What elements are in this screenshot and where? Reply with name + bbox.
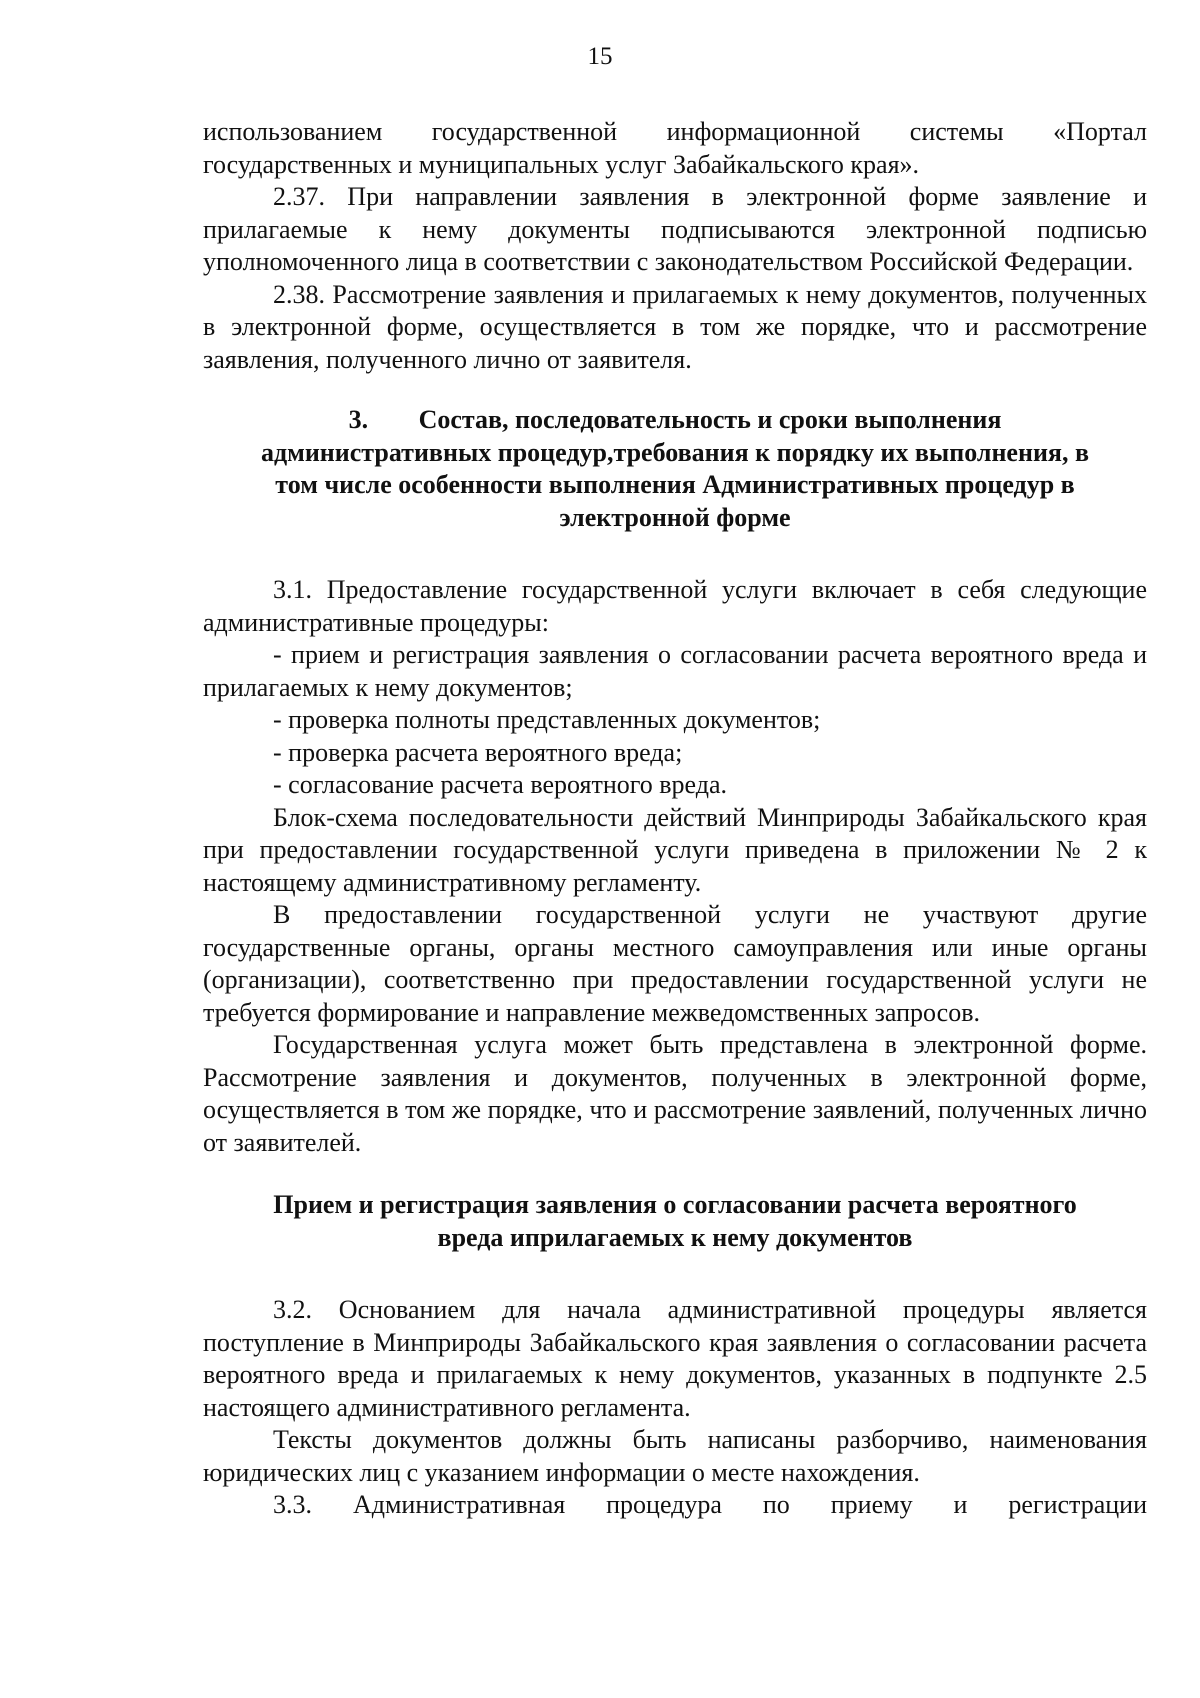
list-item: - прием и регистрация заявления о согласовании расчета вероятного вреда и прилагаемых к нему документов; <box>203 640 1147 702</box>
document-body <box>203 116 1147 1522</box>
section-3-heading <box>203 404 1147 534</box>
list-item: - проверка полноты представленных документов; <box>273 705 821 734</box>
paragraph-intro: использованием государственной информационной системы «Портал государственных и муниципальных услуг Забайкальского края». <box>203 117 1147 179</box>
paragraph-3-1: 3.1. Предоставление государственной услуги включает в себя следующие административные процедуры: <box>203 575 1147 637</box>
paragraph-2-38: 2.38. Рассмотрение заявления и прилагаемых к нему документов, полученных в электронной форме, осуществляется в том же порядке, что и рассмотрение заявления, полученного лично от заявителя. <box>203 279 1147 374</box>
section-3-number: 3. <box>348 405 369 434</box>
subsection-heading-line-2: вреда иприлагаемых к нему документов <box>437 1222 913 1252</box>
subsection-heading <box>203 1189 1147 1254</box>
subsection-heading-line-1: Прием и регистрация заявления о согласовании расчета вероятного <box>273 1190 1077 1219</box>
section-3-heading-line-2: административных процедур,требования к порядку их выполнения, в <box>260 437 1090 467</box>
section-3-heading-line-1: Состав, последовательность и сроки выполнения <box>418 405 1002 434</box>
section-3-heading-line-3: том числе особенности выполнения Административных процедур в <box>275 470 1075 499</box>
list-item: - согласование расчета вероятного вреда. <box>273 770 727 799</box>
paragraph-document-texts: Тексты документов должны быть написаны разборчиво, наименования юридических лиц с указанием информации о месте нахождения. <box>203 1425 1147 1487</box>
section-3-heading-line-4: электронной форме <box>559 502 791 532</box>
paragraph-block-scheme: Блок-схема последовательности действий Минприроды Забайкальского края при предоставлении государственной услуги приведена в приложении № 2 к настоящему административному регламенту. <box>203 802 1147 897</box>
list-item: - проверка расчета вероятного вреда; <box>273 737 683 767</box>
paragraph-3-2: 3.2. Основанием для начала административной процедуры является поступление в Минприроды Забайкальского края заявления о согласовании расчета вероятного вреда и прилагаемых к нему документов, указанных в подпункте 2.5 настоящего административного регламента. <box>203 1295 1147 1422</box>
paragraph-3-3: 3.3. Административная процедура по приему и регистрации <box>273 1490 1147 1519</box>
paragraph-other-bodies: В предоставлении государственной услуги не участвуют другие государственные органы, органы местного самоуправления или иные органы (организации), соответственно при предоставлении государственной услуги не требуется формирование и направление межведомственных запросов. <box>203 900 1147 1027</box>
paragraph-electronic-form: Государственная услуга может быть представлена в электронной форме. Рассмотрение заявления и документов, полученных в электронной форме, осуществляется в том же порядке, что и рассмотрение заявлений, полученных лично от заявителей. <box>203 1030 1147 1157</box>
page-number: 15 <box>587 43 613 70</box>
paragraph-2-37: 2.37. При направлении заявления в электронной форме заявление и прилагаемые к нему документы подписываются электронной подписью уполномоченного лица в соответствии с законодательством Российской Федерации. <box>203 182 1147 276</box>
